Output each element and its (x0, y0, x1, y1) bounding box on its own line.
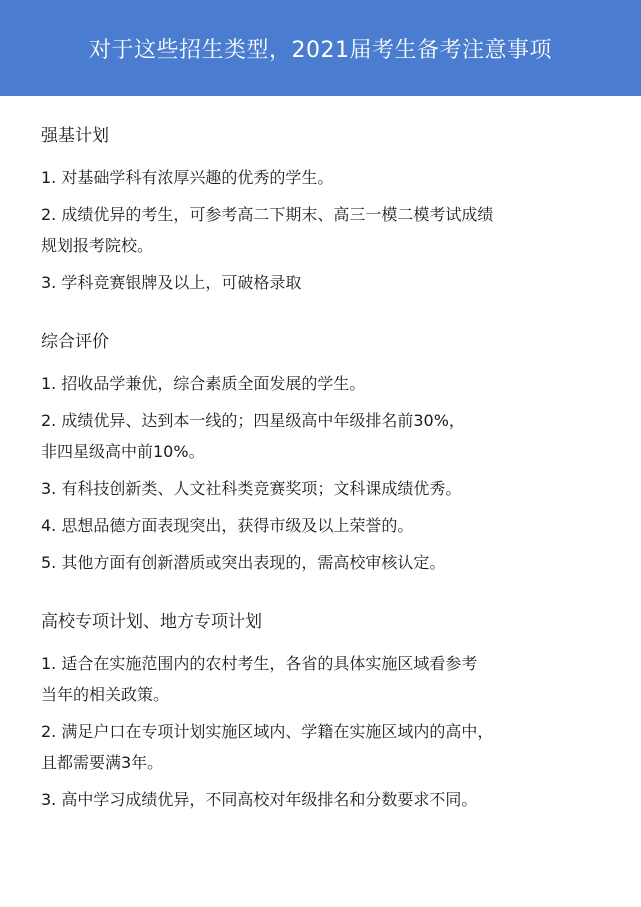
list-item (41, 473, 621, 504)
item-text: 1. 适合在实施范围内的农村考生，各省的具体实施区域看参考 (41, 654, 478, 673)
item-text: 且都需要满3年。 (41, 753, 164, 772)
list-item (41, 648, 621, 710)
section-zonghe (41, 330, 621, 578)
list-item (41, 199, 621, 261)
list-item (41, 716, 621, 778)
item-text: 5. 其他方面有创新潜质或突出表现的，需高校审核认定。 (41, 553, 446, 572)
list-item (41, 405, 621, 467)
section-title: 高校专项计划、地方专项计划 (41, 612, 262, 632)
section-title: 强基计划 (41, 126, 109, 146)
header-banner (0, 0, 641, 96)
list-item (41, 784, 621, 815)
section-qiangji (41, 124, 621, 298)
item-text: 2. 成绩优异的考生，可参考高二下期末、高三一模二模考试成绩 (41, 205, 494, 224)
item-text: 3. 高中学习成绩优异，不同高校对年级排名和分数要求不同。 (41, 790, 478, 809)
item-text: 3. 有科技创新类、人文社科类竞赛奖项；文科课成绩优秀。 (41, 479, 462, 498)
item-text: 3. 学科竞赛银牌及以上，可破格录取 (41, 273, 302, 292)
item-text: 4. 思想品德方面表现突出，获得市级及以上荣誉的。 (41, 516, 414, 535)
list-item (41, 510, 621, 541)
list-item (41, 162, 621, 193)
list-item (41, 368, 621, 399)
section-zhuanxiang (41, 610, 621, 815)
item-text: 规划报考院校。 (41, 236, 154, 255)
item-text: 1. 对基础学科有浓厚兴趣的优秀的学生。 (41, 168, 334, 187)
list-item (41, 547, 621, 578)
item-text: 非四星级高中前10%。 (41, 442, 205, 461)
content-body (41, 124, 621, 821)
item-text: 当年的相关政策。 (41, 685, 170, 704)
item-text: 1. 招收品学兼优，综合素质全面发展的学生。 (41, 374, 366, 393)
page-title: 对于这些招生类型，2021届考生备考注意事项 (89, 37, 552, 63)
section-title: 综合评价 (41, 332, 109, 352)
list-item (41, 267, 621, 298)
item-text: 2. 成绩优异、达到本一线的；四星级高中年级排名前30%， (41, 411, 465, 430)
item-text: 2. 满足户口在专项计划实施区域内、学籍在实施区域内的高中， (41, 722, 494, 741)
